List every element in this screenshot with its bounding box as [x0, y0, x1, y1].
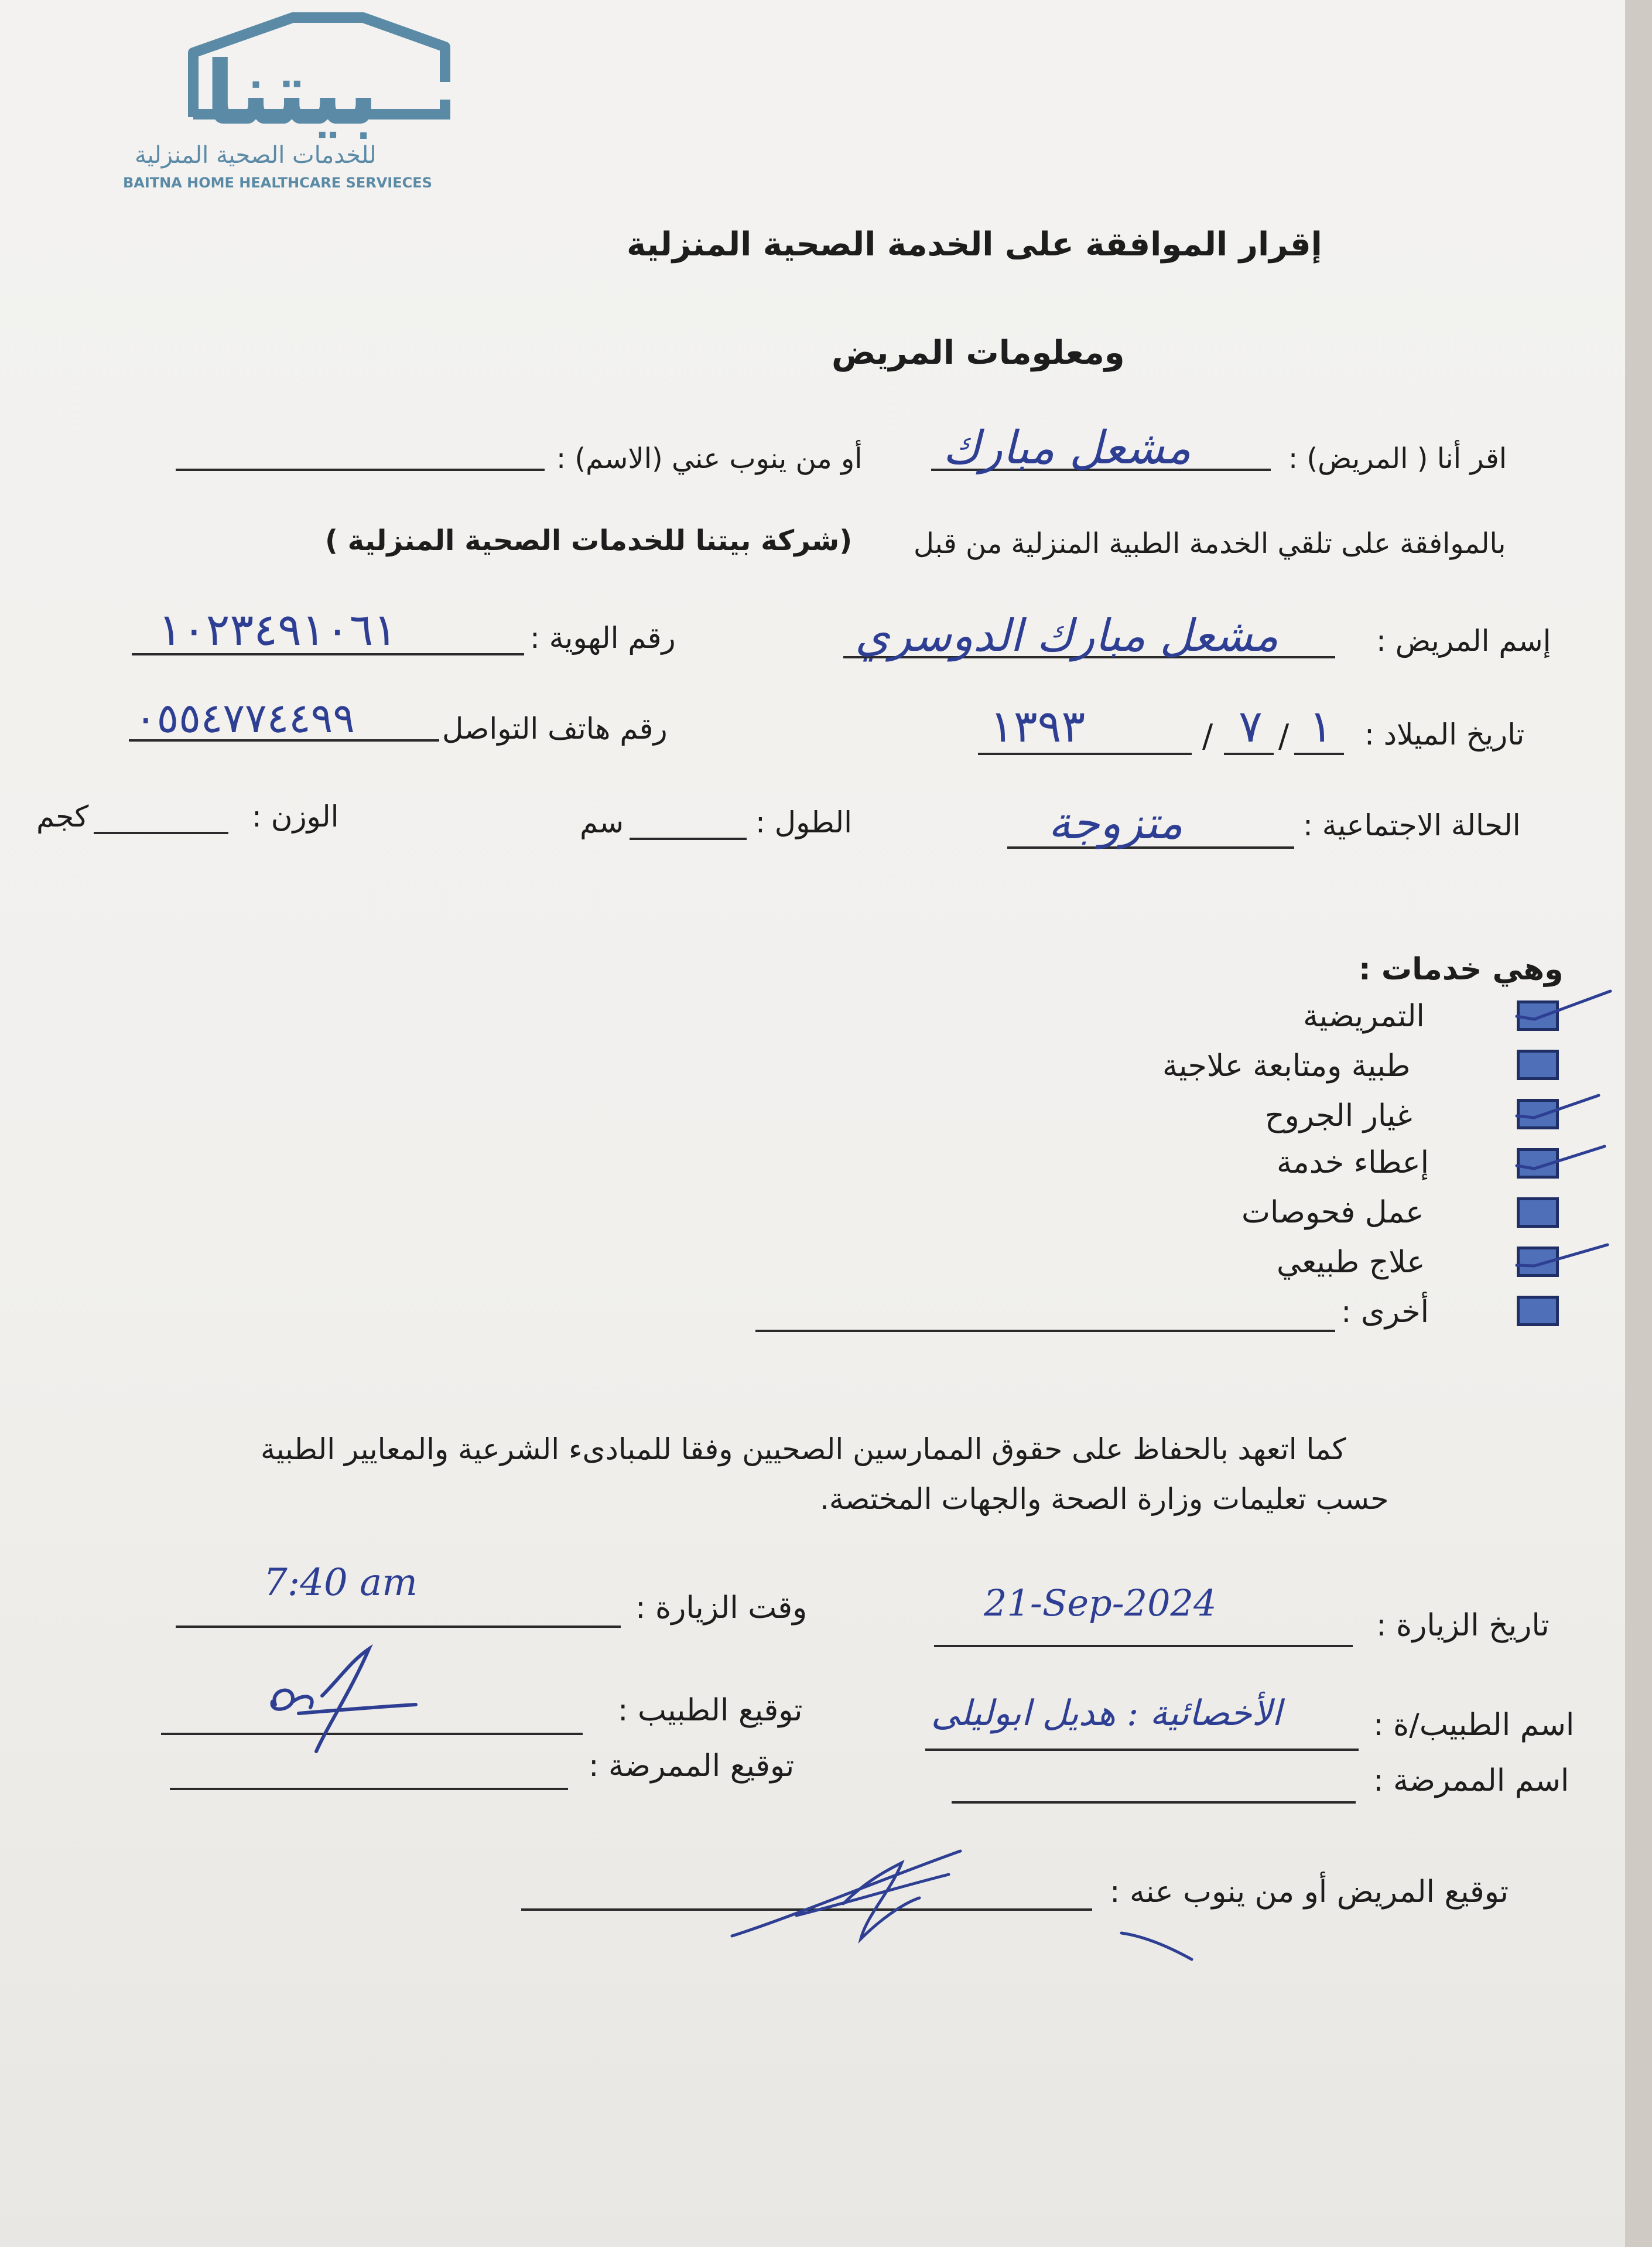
checkmark-icon [1511, 1133, 1616, 1180]
patient-name-label: إسم المريض : [1376, 624, 1551, 658]
consent-text: بالموافقة على تلقي الخدمة الطبية المنزلية من قبل [914, 527, 1506, 560]
patient-signature-label: توقيع المريض أو من ينوب عنه : [1110, 1874, 1509, 1910]
other-service-line[interactable] [755, 1330, 1335, 1332]
doctor-signature-mark [252, 1637, 427, 1754]
service-label: غيار الجروح [1265, 1098, 1412, 1133]
logo-arabic-subtitle: للخدمات الصحية المنزلية [135, 142, 377, 169]
dob-year-handwriting: ١٣٩٣ [990, 700, 1086, 752]
dob-year-line [978, 753, 1192, 755]
company-name-text: (شركة بيتنا للخدمات الصحية المنزلية ) [325, 524, 853, 557]
service-label: أخرى : [1341, 1295, 1429, 1330]
pen-stroke-mark [1119, 1924, 1200, 1965]
visit-time-line [176, 1626, 621, 1628]
phone-label: رقم هاتف التواصل [442, 712, 668, 746]
declaration-proxy-label: أو من ينوب عني (الاسم) : [556, 442, 863, 475]
marital-status-handwriting: متزوجة [1048, 797, 1184, 849]
dob-day-handwriting: ١ [1309, 700, 1333, 752]
declaration-patient-handwriting: مشعل مبارك [943, 422, 1191, 474]
logo-english-name: BAITNA HOME HEALTHCARE SERVIECES [123, 175, 432, 191]
page-title: إقرار الموافقة على الخدمة الصحية المنزلية [627, 226, 1322, 264]
dob-label: تاريخ الميلاد : [1364, 718, 1525, 752]
declaration-proxy-line[interactable] [176, 469, 545, 471]
dob-month-handwriting: ٧ [1239, 700, 1263, 752]
checkmark-icon [1511, 1233, 1616, 1280]
weight-line[interactable] [94, 832, 228, 834]
service-checkbox[interactable] [1517, 1296, 1559, 1326]
service-label: طبية ومتابعة علاجية [1162, 1049, 1411, 1084]
dob-day-line [1294, 753, 1344, 755]
service-label: التمريضية [1303, 999, 1425, 1034]
visit-date-handwriting: 21-Sep-2024 [984, 1582, 1217, 1624]
national-id-label: رقم الهوية : [530, 621, 676, 655]
nurse-signature-label: توقيع الممرضة : [589, 1749, 795, 1784]
doctor-signature-label: توقيع الطبيب : [618, 1693, 803, 1728]
checkmark-icon [1511, 1084, 1616, 1131]
declaration-prefix: اقر أنا ( المريض) : [1288, 442, 1507, 475]
visit-time-label: وقت الزيارة : [635, 1590, 808, 1626]
company-logo [117, 12, 515, 199]
visit-date-label: تاريخ الزيارة : [1376, 1608, 1550, 1643]
doctor-name-line [925, 1749, 1359, 1751]
patient-signature-mark [726, 1845, 972, 1951]
commitment-line-2: حسب تعليمات وزارة الصحة والجهات المختصة. [820, 1482, 1389, 1516]
service-label: عمل فحوصات [1241, 1195, 1424, 1230]
service-checkbox[interactable] [1517, 1050, 1559, 1080]
visit-time-handwriting: 7:40 am [264, 1561, 418, 1604]
height-label: الطول : [755, 805, 853, 839]
nurse-signature-line[interactable] [170, 1788, 568, 1790]
logo-arabic-name: بيتنا [205, 43, 379, 145]
dob-separator-2: / [1202, 718, 1213, 754]
weight-unit: كجم [36, 800, 89, 834]
national-id-handwriting: ١٠٢٣٤٩١٠٦١ [158, 603, 398, 655]
page-subtitle: ومعلومات المريض [832, 334, 1125, 372]
marital-status-label: الحالة الاجتماعية : [1303, 808, 1521, 842]
patient-name-handwriting: مشعل مبارك الدوسري [855, 609, 1279, 661]
height-line[interactable] [630, 838, 747, 840]
dob-month-line [1224, 753, 1274, 755]
commitment-line-1: كما اتعهد بالحفاظ على حقوق الممارسين الصحيين وفقا للمبادىء الشرعية والمعايير الطبية [261, 1432, 1346, 1466]
weight-label: الوزن : [252, 800, 339, 834]
dob-separator-1: / [1278, 718, 1290, 754]
doctor-name-label: اسم الطبيب/ة : [1373, 1708, 1575, 1743]
nurse-name-line[interactable] [952, 1801, 1356, 1804]
nurse-name-label: اسم الممرضة : [1373, 1763, 1569, 1798]
service-label: إعطاء خدمة [1277, 1145, 1429, 1180]
phone-handwriting: ٠٥٥٤٧٧٤٤٩٩ [135, 694, 355, 742]
doctor-name-handwriting: الأخصائية : هديل ابوليلى [931, 1693, 1282, 1734]
height-unit: سم [580, 805, 624, 839]
services-heading: وهي خدمات : [1359, 952, 1564, 987]
page-edge-shadow [1625, 0, 1652, 2247]
service-checkbox[interactable] [1517, 1197, 1559, 1228]
checkmark-icon [1511, 984, 1616, 1031]
service-label: علاج طبيعي [1277, 1245, 1425, 1280]
visit-date-line [934, 1645, 1353, 1647]
